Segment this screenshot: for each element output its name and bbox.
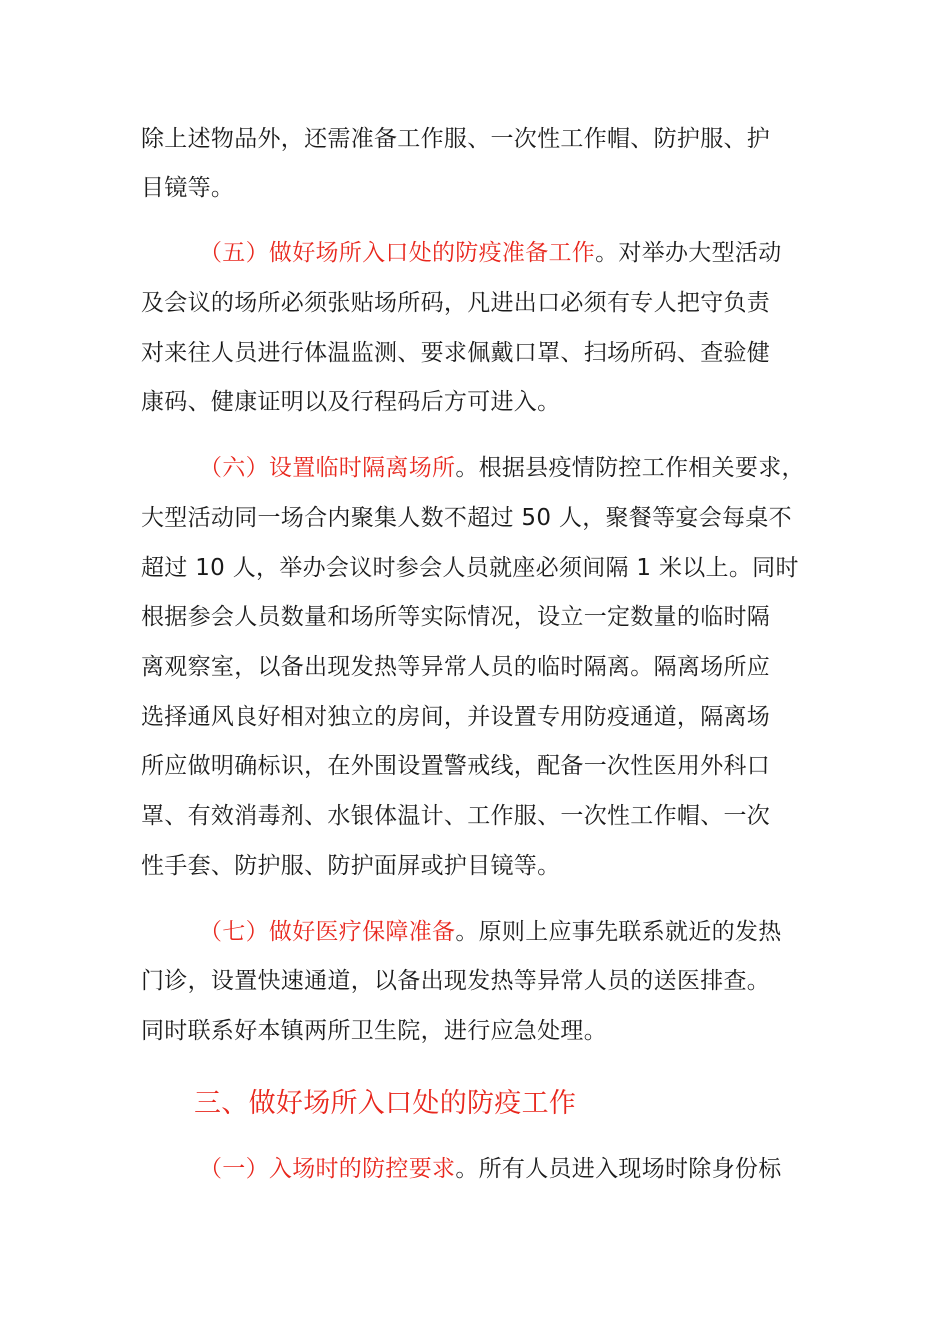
chapter-3-heading: 三、做好场所入口处的防疫工作 (194, 1088, 577, 1119)
body-line: 大型活动同一场合内聚集人数不超过 50 人，聚餐等宴会每桌不 (141, 505, 792, 531)
body-line: 选择通风良好相对独立的房间，并设置专用防疫通道，隔离场 (141, 704, 771, 730)
body-line: 目镜等。 (141, 175, 235, 201)
chapter-3-heading-line (194, 1087, 576, 1121)
section-6-line: （六）设置临时隔离场所。根据县疫情防控工作相关要求， (199, 455, 805, 481)
subsection-1-line: （一）入场时的防控要求。所有人员进入现场时除身份标 (199, 1156, 782, 1182)
body-line: 及会议的场所必须张贴场所码，凡进出口必须有专人把守负责 (141, 290, 771, 316)
body-line: 根据参会人员数量和场所等实际情况，设立一定数量的临时隔 (141, 604, 771, 630)
body-line: 对来往人员进行体温监测、要求佩戴口罩、扫场所码、查验健 (141, 340, 771, 366)
body-line: 康码、健康证明以及行程码后方可进入。 (141, 389, 561, 415)
body-line: 所应做明确标识，在外围设置警戒线，配备一次性医用外科口 (141, 753, 771, 779)
section-7-heading: （七）做好医疗保障准备 (199, 919, 456, 945)
subsection-1-heading: （一）入场时的防控要求 (199, 1156, 456, 1182)
body-line: 性手套、防护服、防护面屏或护目镜等。 (141, 853, 561, 879)
section-7-line: （七）做好医疗保障准备。原则上应事先联系就近的发热 (199, 919, 782, 945)
body-line: 门诊，设置快速通道，以备出现发热等异常人员的送医排查。 (141, 968, 771, 994)
body-line: 同时联系好本镇两所卫生院，进行应急处理。 (141, 1018, 607, 1044)
body-line: 超过 10 人，举办会议时参会人员就座必须间隔 1 米以上。同时 (141, 555, 799, 581)
body-line: 除上述物品外，还需准备工作服、一次性工作帽、防护服、护 (141, 126, 771, 152)
body-line: 罩、有效消毒剂、水银体温计、工作服、一次性工作帽、一次 (141, 803, 771, 829)
body-line: 离观察室，以备出现发热等异常人员的临时隔离。隔离场所应 (141, 654, 771, 680)
section-5-line: （五）做好场所入口处的防疫准备工作。对举办大型活动 (199, 240, 782, 266)
section-6-heading: （六）设置临时隔离场所 (199, 455, 456, 481)
section-5-heading: （五）做好场所入口处的防疫准备工作 (199, 240, 596, 266)
